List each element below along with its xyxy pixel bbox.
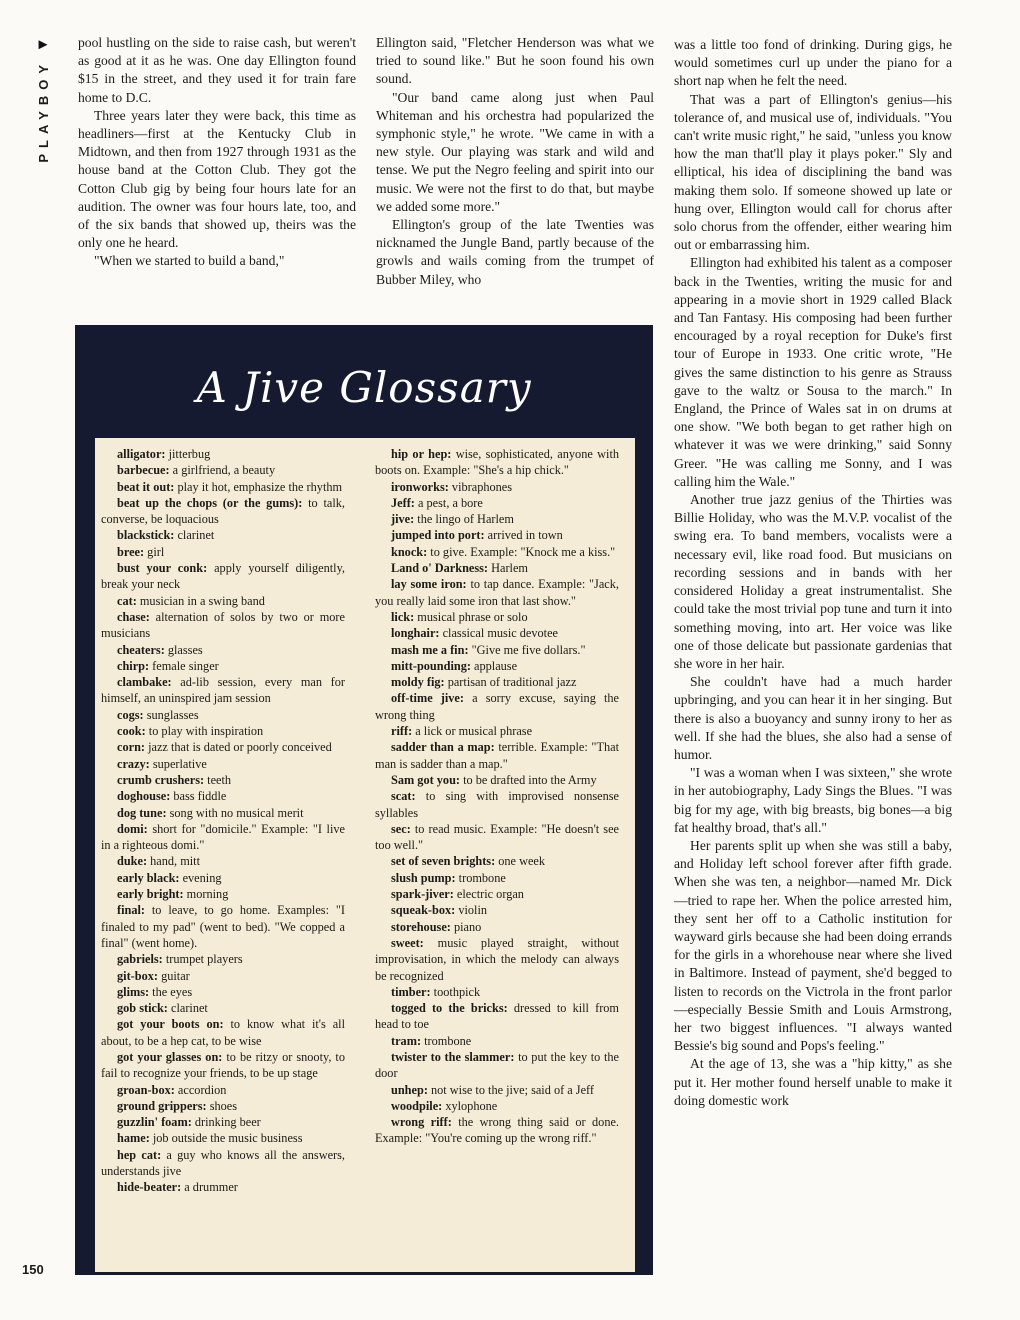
article-column-3	[674, 36, 952, 1110]
glossary-definition: to know what it's all about, to be a hep cat, to be wise	[101, 1017, 345, 1048]
glossary-definition: accordion	[174, 1082, 227, 1097]
glossary-entry	[101, 527, 345, 543]
glossary-term: blackstick:	[117, 528, 175, 543]
glossary-definition: the lingo of Harlem	[414, 512, 514, 527]
glossary-entry	[101, 560, 345, 593]
glossary-definition: musician in a swing band	[136, 593, 265, 608]
glossary-definition: shoes	[206, 1098, 238, 1113]
glossary-entry	[375, 674, 619, 690]
glossary-column-2	[375, 446, 619, 1147]
glossary-term: crumb crushers:	[117, 772, 205, 787]
rabbit-head-icon: ►	[35, 37, 51, 53]
glossary-term: cheaters:	[117, 642, 165, 657]
article-column-1	[78, 34, 356, 271]
glossary-term: guzzlin' foam:	[117, 1115, 192, 1130]
glossary-entry	[101, 495, 345, 528]
glossary-entry	[101, 788, 345, 804]
glossary-entry	[101, 658, 345, 674]
glossary-entry	[101, 642, 345, 658]
glossary-term: squeak-box:	[391, 903, 456, 918]
glossary-definition: toothpick	[430, 984, 481, 999]
article-paragraph: Another true jazz genius of the Thirties was Billie Holiday, who was the M.V.P. vocalist of the swing era. To band members, vocalists were a necessary evil, like road food. But musicians on recording sessions and in bands with her considered Holiday a great instrumentalist. She could take the most trivial pop tune and turn it into something moving, into art. Her voice was like one of those delicate but passionate gardenias that she wore in her hair.	[674, 492, 952, 671]
glossary-term: ground grippers:	[117, 1098, 207, 1113]
glossary-term: tram:	[391, 1033, 422, 1048]
article-column-2	[376, 34, 654, 289]
glossary-term: mitt-pounding:	[391, 658, 471, 673]
article-paragraph: Ellington said, "Fletcher Henderson was what we tried to sound like." But he soon found his own sound.	[376, 35, 654, 87]
glossary-term: cat:	[117, 593, 137, 608]
glossary-definition: hand, mitt	[147, 854, 201, 869]
glossary-definition: a lick or musical phrase	[412, 724, 533, 739]
article-paragraph: was a little too fond of drinking. During gigs, he would sometimes curl up under the piano for a short nap when he felt the need.	[674, 37, 952, 89]
glossary-entry	[101, 805, 345, 821]
page-number: 150	[22, 1262, 44, 1277]
glossary-entry	[375, 576, 619, 609]
glossary-term: crazy:	[117, 756, 150, 771]
glossary-term: knock:	[391, 544, 428, 559]
glossary-term: gabriels:	[117, 952, 163, 967]
glossary-definition: job outside the music business	[149, 1131, 303, 1146]
article-paragraph: "I was a woman when I was sixteen," she wrote in her autobiography, Lady Sings the Blues. "I was big for my age, with big breasts, big bones—a big fat healthy broad, that's all."	[674, 765, 952, 835]
glossary-entry	[101, 886, 345, 902]
glossary-entry	[101, 1082, 345, 1098]
glossary-entry	[101, 462, 345, 478]
glossary-term: storehouse:	[391, 919, 451, 934]
glossary-entry	[375, 935, 619, 984]
glossary-entry	[375, 446, 619, 479]
glossary-entry	[375, 788, 619, 821]
glossary-term: scat:	[391, 789, 416, 804]
glossary-term: riff:	[391, 724, 413, 739]
glossary-entry	[101, 951, 345, 967]
glossary-term: Land o' Darkness:	[391, 561, 489, 576]
glossary-term: chirp:	[117, 658, 150, 673]
glossary-definition: classical music devotee	[439, 626, 558, 641]
glossary-term: dog tune:	[117, 805, 167, 820]
article-paragraph: "Our band came along just when Paul Whiteman and his orchestra had popularized the symphonic style," he wrote. "We came in with a new style. Our playing was stark and wild and tense. We put the Negro feeling and spirit into our music. We were not the first to do that, but maybe we added some more."	[376, 89, 654, 214]
glossary-definition: a pest, a bore	[414, 495, 483, 510]
glossary-term: sadder than a map:	[391, 740, 495, 755]
glossary-definition: jitterbug	[165, 447, 211, 461]
glossary-definition: music played straight, without improvisation, in which the melody can always be recognized	[375, 935, 619, 983]
glossary-definition: to talk, converse, be loquacious	[101, 495, 345, 527]
glossary-definition: glasses	[164, 642, 203, 657]
glossary-term: got your glasses on:	[117, 1049, 223, 1064]
glossary-term: woodpile:	[391, 1098, 443, 1113]
glossary-definition: terrible. Example: "That man is sadder than a map."	[375, 740, 619, 771]
glossary-term: got your boots on:	[117, 1017, 224, 1032]
glossary-definition: piano	[450, 919, 482, 934]
glossary-term: wrong riff:	[391, 1115, 452, 1130]
article-paragraph: Three years later they were back, this time as headliners—first at the Kentucky Club in Midtown, and then from 1927 through 1931 as the house band at the Cotton Club. They got the Cotton Club gig by being four hours late for an audition. The owner was four hours late, too, and of the six bands that showed up, theirs was the only one he heard.	[78, 107, 356, 251]
glossary-entry	[101, 1016, 345, 1049]
glossary-definition: to sing with improvised nonsense syllables	[375, 789, 619, 820]
glossary-definition: xylophone	[442, 1098, 498, 1113]
glossary-definition: clarinet	[174, 528, 215, 543]
glossary-entry	[101, 1179, 345, 1195]
glossary-term: beat up the chops (or the gums):	[117, 495, 303, 510]
glossary-definition: dressed to kill from head to toe	[375, 1001, 619, 1032]
glossary-term: longhair:	[391, 626, 440, 641]
glossary-term: glims:	[117, 984, 150, 999]
glossary-term: hep cat:	[117, 1147, 162, 1162]
article-paragraph: Ellington's group of the late Twenties was nicknamed the Jungle Band, partly because of the growls and wails coming from the trumpet of Bubber Miley, who	[376, 217, 654, 287]
glossary-definition: jazz that is dated or poorly conceived	[145, 740, 332, 755]
glossary-definition: not wise to the jive; said of a Jeff	[427, 1082, 595, 1097]
glossary-term: hip or hep:	[391, 447, 452, 461]
glossary-term: chase:	[117, 609, 150, 624]
glossary-definition: the eyes	[149, 984, 193, 999]
glossary-definition: clarinet	[167, 1001, 208, 1016]
glossary-definition: teeth	[204, 772, 232, 787]
glossary-title: A Jive Glossary	[196, 363, 532, 412]
glossary-definition: ad-lib session, every man for himself, an uninspired jam session	[101, 675, 345, 706]
glossary-entry	[375, 479, 619, 495]
glossary-definition: to play with inspiration	[145, 724, 264, 739]
glossary-term: alligator:	[117, 447, 166, 461]
glossary-entry	[101, 609, 345, 642]
glossary-entry	[101, 1000, 345, 1016]
magazine-brand	[30, 38, 56, 163]
article-paragraph: pool hustling on the side to raise cash, but weren't as good at it as he was. One day Ellington found $15 in the street, and they used it for train fare home to D.C.	[78, 35, 356, 105]
glossary-entry	[101, 1114, 345, 1130]
glossary-definition: alternation of solos by two or more musicians	[101, 609, 345, 641]
glossary-definition: partisan of traditional jazz	[444, 675, 577, 690]
glossary-entry	[375, 544, 619, 560]
glossary-term: lay some iron:	[391, 577, 467, 592]
glossary-term: final:	[117, 903, 146, 918]
glossary-definition: a girlfriend, a beauty	[169, 463, 276, 478]
glossary-entry	[101, 902, 345, 951]
glossary-term: cook:	[117, 724, 146, 739]
glossary-term: early bright:	[117, 887, 184, 902]
glossary-entry	[101, 1049, 345, 1082]
glossary-term: early black:	[117, 870, 180, 885]
glossary-entry	[101, 544, 345, 560]
glossary-entry	[375, 821, 619, 854]
glossary-entry	[101, 821, 345, 854]
glossary-entry	[375, 658, 619, 674]
glossary-term: sweet:	[391, 935, 424, 950]
glossary-entry	[101, 479, 345, 495]
glossary-entry	[101, 1147, 345, 1180]
glossary-definition: one week	[495, 854, 546, 869]
glossary-entry	[375, 853, 619, 869]
glossary-term: timber:	[391, 984, 431, 999]
glossary-definition: song with no musical merit	[166, 805, 304, 820]
glossary-term: moldy fig:	[391, 675, 445, 690]
glossary-entry	[375, 527, 619, 543]
glossary-term: unhep:	[391, 1082, 428, 1097]
glossary-entry	[375, 1049, 619, 1082]
glossary-entry	[375, 870, 619, 886]
glossary-entry	[101, 739, 345, 755]
glossary-term: duke:	[117, 854, 148, 869]
glossary-term: set of seven brights:	[391, 854, 496, 869]
glossary-entry	[375, 1000, 619, 1033]
glossary-term: lick:	[391, 609, 415, 624]
glossary-entry	[375, 902, 619, 918]
glossary-definition: arrived in town	[484, 528, 563, 543]
glossary-entry	[375, 642, 619, 658]
glossary-definition: play it hot, emphasize the rhythm	[174, 479, 343, 494]
glossary-entry	[101, 593, 345, 609]
glossary-definition: apply yourself diligently, break your neck	[101, 561, 345, 592]
glossary-term: domi:	[117, 821, 148, 836]
glossary-definition: drinking beer	[191, 1115, 261, 1130]
article-paragraph: At the age of 13, she was a "hip kitty," as she put it. Her mother found herself unable to make it doing domestic work	[674, 1056, 952, 1108]
glossary-definition: trumpet players	[162, 952, 243, 967]
glossary-entry	[375, 984, 619, 1000]
glossary-panel	[95, 438, 635, 1272]
article-paragraph: Ellington had exhibited his talent as a composer back in the Twenties, writing the music for and appearing in a movie short in 1929 called Black and Tan Fantasy. His composing had been further encouraged by a royal reception for Duke's first tour of Europe in 1933. One critic wrote, "He gives the same distinction to his genre as Strauss gave to the waltz or Sousa to the march." In England, the Prince of Wales sat in on drums at one show. "We both began to get rather high on whatever it was we were drinking," said Sonny Greer. "He was calling me Sonny, and I was calling him the Wale."	[674, 255, 952, 489]
glossary-definition: short for "domicile." Example: "I live in a righteous domi."	[101, 821, 345, 853]
glossary-definition: trombone	[421, 1033, 472, 1048]
glossary-definition: bass fiddle	[170, 789, 227, 804]
glossary-entry	[375, 625, 619, 641]
glossary-definition: Harlem	[488, 561, 528, 576]
glossary-definition: a sorry excuse, saying the wrong thing	[375, 691, 619, 722]
glossary-entry	[101, 1130, 345, 1146]
glossary-definition: morning	[183, 887, 229, 902]
glossary-term: mash me a fin:	[391, 642, 469, 657]
glossary-term: doghouse:	[117, 789, 171, 804]
glossary-definition: wise, sophisticated, anyone with boots on. Example: "She's a hip chick."	[375, 447, 620, 478]
glossary-entry	[101, 984, 345, 1000]
glossary-entry	[101, 870, 345, 886]
glossary-term: sec:	[391, 821, 411, 836]
glossary-term: hame:	[117, 1131, 150, 1146]
glossary-definition: vibraphones	[448, 479, 513, 494]
glossary-term: twister to the slammer:	[391, 1049, 515, 1064]
glossary-entry	[375, 772, 619, 788]
article-paragraph: That was a part of Ellington's genius—his tolerance of, and musical use of, individuals. "You can't write music right," he said, "unless you know how the man that'll play it plays poker." Sly and elliptical, his idea of disciplining the band was making them solo. If someone showed up late or hung over, Ellington would call for chorus after solo chorus from the offender, either wearing him out or embarrassing him.	[674, 91, 952, 253]
glossary-definition: to be drafted into the Army	[460, 772, 597, 787]
glossary-definition: to leave, to go home. Examples: "I finaled to my pad" (went to bed). "We copped a final" (went home).	[101, 903, 345, 950]
glossary-definition: guitar	[158, 968, 190, 983]
glossary-term: Sam got you:	[391, 772, 461, 787]
glossary-term: off-time jive:	[391, 691, 464, 706]
glossary-definition: superlative	[149, 756, 207, 771]
glossary-definition: to put the key to the door	[375, 1049, 620, 1081]
glossary-entry	[375, 1114, 619, 1147]
glossary-term: corn:	[117, 740, 145, 755]
glossary-term: jumped into port:	[391, 528, 485, 543]
glossary-term: barbecue:	[117, 463, 170, 478]
article-paragraph: "When we started to build a band,"	[94, 253, 285, 269]
glossary-entry	[375, 511, 619, 527]
glossary-definition: female singer	[149, 658, 219, 673]
glossary-definition: electric organ	[453, 887, 524, 902]
glossary-definition: a guy who knows all the answers, understands jive	[101, 1147, 345, 1179]
glossary-entry	[101, 446, 345, 462]
glossary-entry	[375, 1033, 619, 1049]
glossary-entry	[375, 886, 619, 902]
glossary-term: groan-box:	[117, 1082, 175, 1097]
glossary-definition: trombone	[455, 870, 506, 885]
glossary-definition: to be ritzy or snooty, to fail to recognize your friends, to be up stage	[101, 1049, 345, 1081]
glossary-definition: "Give me five dollars."	[468, 642, 586, 657]
glossary-entry	[375, 609, 619, 625]
glossary-term: cogs:	[117, 707, 144, 722]
glossary-term: spark-jiver:	[391, 887, 454, 902]
glossary-term: slush pump:	[391, 870, 456, 885]
glossary-term: Jeff:	[391, 495, 415, 510]
glossary-definition: a drummer	[181, 1180, 238, 1195]
brand-name: PLAYBOY	[35, 59, 51, 163]
glossary-entry	[375, 690, 619, 723]
glossary-definition: girl	[144, 544, 165, 559]
glossary-definition: to read music. Example: "He doesn't see too well."	[375, 821, 619, 853]
glossary-entry	[375, 919, 619, 935]
glossary-definition: evening	[179, 870, 222, 885]
glossary-term: bust your conk:	[117, 561, 208, 576]
glossary-term: jive:	[391, 512, 415, 527]
glossary-entry	[101, 853, 345, 869]
glossary-entry	[101, 1098, 345, 1114]
glossary-definition: to tap dance. Example: "Jack, you really laid some iron that last show."	[375, 577, 619, 608]
glossary-entry	[101, 674, 345, 707]
glossary-definition: applause	[470, 658, 518, 673]
glossary-definition: to give. Example: "Knock me a kiss."	[427, 544, 616, 559]
glossary-column-1	[101, 446, 345, 1196]
glossary-term: clambake:	[117, 675, 172, 690]
glossary-entry	[101, 772, 345, 788]
glossary-definition: violin	[455, 903, 488, 918]
glossary-term: hide-beater:	[117, 1180, 182, 1195]
glossary-definition: sunglasses	[143, 707, 199, 722]
glossary-term: bree:	[117, 544, 145, 559]
glossary-entry	[101, 707, 345, 723]
glossary-term: beat it out:	[117, 479, 175, 494]
glossary-sidebar	[75, 325, 653, 1275]
glossary-term: ironworks:	[391, 479, 449, 494]
glossary-definition: the wrong thing said or done. Example: "You're coming up the wrong riff."	[375, 1115, 619, 1146]
glossary-entry	[101, 723, 345, 739]
article-paragraph: She couldn't have had a much harder upbringing, and you can hear it in her singing. But there is also a buoyancy and sunny irony to her as well. If she had the blues, she also had a sense of humor.	[674, 674, 952, 762]
glossary-term: togged to the bricks:	[391, 1001, 508, 1016]
glossary-term: git-box:	[117, 968, 158, 983]
glossary-entry	[101, 756, 345, 772]
glossary-entry	[101, 968, 345, 984]
glossary-entry	[375, 723, 619, 739]
article-paragraph: Her parents split up when she was still a baby, and Holiday left school forever after fifth grade. When she was ten, a neighbor—named Mr. Dick—tried to rape her. When the police arrested him, they sent her off to a Catholic institution for wayward girls because she had been doing errands for the girls in a whorehouse near where she lived in Baltimore. Instead of payment, she'd begged to listen to records on the Victrola in the front parlor—especially Bessie Smith and Louis Armstrong, her two biggest influences. "I always wanted Bessie's big sound and Pops's feeling."	[674, 837, 952, 1054]
glossary-term: gob stick:	[117, 1001, 168, 1016]
glossary-definition: musical phrase or solo	[414, 609, 528, 624]
glossary-entry	[375, 739, 619, 772]
glossary-entry	[375, 560, 619, 576]
glossary-entry	[375, 1082, 619, 1098]
glossary-entry	[375, 1098, 619, 1114]
glossary-entry	[375, 495, 619, 511]
